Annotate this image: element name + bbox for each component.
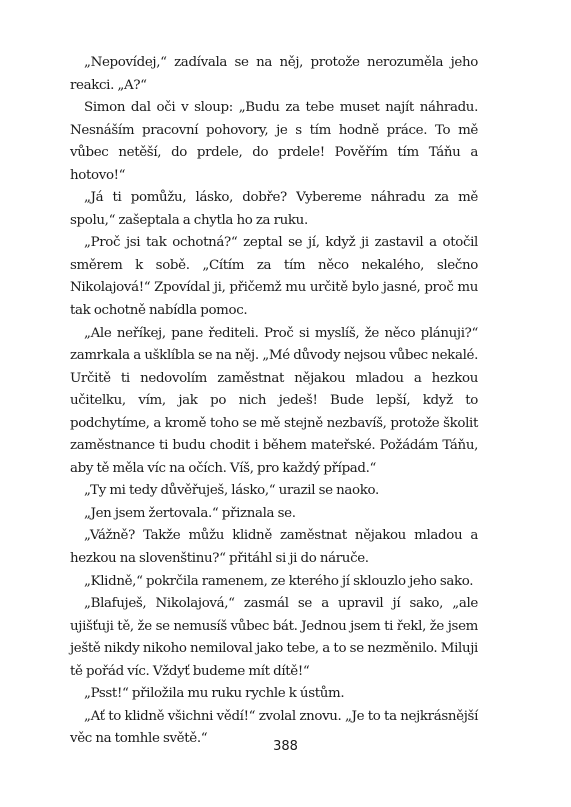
paragraph: „Vážně? Takže můžu klidně zaměstnat nějakou mladou a hezkou na slovenštinu?“ přitáhl si ji do náruče.: [70, 528, 478, 567]
paragraph: „Blafuješ, Nikolajová,“ zasmál se a upravil jí sako, „ale ujišťuji tě, že se nemusíš vůbec bát. Jednou jsem ti řekl, že jsem ještě nikdy nikoho nemiloval jako tebe, a to se nezměnilo. Miluji tě pořád víc. Vždyť budeme mít dítě!“: [70, 596, 478, 679]
paragraph: „Ať to klidně všichni vědí!“ zvolal znovu. „Je to ta nejkrásnější věc na tomhle světě.“: [70, 708, 478, 747]
page-number: 388: [273, 739, 298, 754]
paragraph: „Jen jsem žertovala.“ přiznala se.: [84, 505, 296, 521]
paragraph: „Ty mi tedy důvěřuješ, lásko,“ urazil se naoko.: [84, 483, 379, 499]
paragraph: „Proč jsi tak ochotná?“ zeptal se jí, když ji zastavil a otočil směrem k sobě. „Cítím za tím něco nekalého, slečno Nikolajová!“ Zpovídal ji, přičemž mu určitě bylo jasné, proč mu tak ochotně nabídla pomoc.: [70, 235, 478, 319]
paragraph: „Ale neříkej, pane řediteli. Proč si myslíš, že něco plánuji?“ zamrkala a ušklíbla se na něj. „Mé důvody nejsou vůbec nekalé. Určitě ti nedovolím zaměstnat nějakou mladou a hezkou učitelku, vím, jak po nich jedeš! Bude lepší, když to podchytíme, a kromě toho se mě stejně nezbavíš, protože školit zaměstnance ti budu chodit i během mateřské. Požádám Táňu, aby tě měla víc na očích. Víš, pro každý případ.“: [70, 325, 478, 476]
paragraph: „Já ti pomůžu, lásko, dobře? Vybereme náhradu za mě spolu,“ zašeptala a chytla ho za ruku.: [70, 190, 478, 228]
paragraph: „Klidně,“ pokrčila ramenem, ze kterého jí sklouzlo jeho sako.: [84, 573, 474, 589]
paragraph: Simon dal oči v sloup: „Budu za tebe muset najít náhradu. Nesnáším pracovní pohovory, je s tím hodně práce. To mě vůbec netěší, do prdele, do prdele! Pověřím tím Táňu a hotovo!“: [70, 100, 478, 183]
paragraph: „Nepovídej,“ zadívala se na něj, protože nerozuměla jeho reakci. „A?“: [70, 55, 478, 93]
paragraph: „Psst!“ přiložila mu ruku rychle k ústům.: [84, 686, 345, 702]
body-text: [70, 52, 478, 751]
